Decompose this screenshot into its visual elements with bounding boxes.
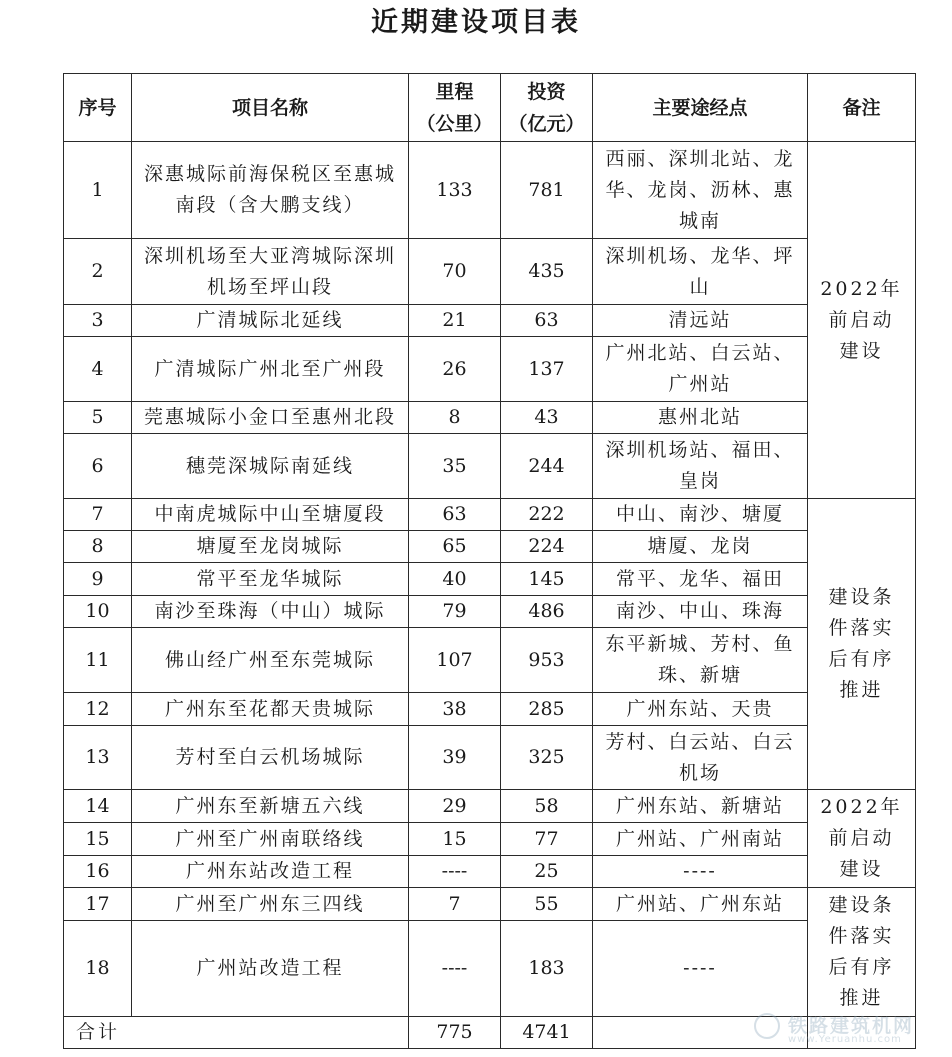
table-row (64, 693, 916, 726)
project-length: 107 (409, 628, 501, 693)
projects-table (63, 73, 916, 1049)
row-index: 6 (64, 434, 132, 499)
project-route: ---- (593, 856, 808, 888)
header-note: 备注 (808, 74, 916, 142)
project-name: 深惠城际前海保税区至惠城南段（含大鹏支线） (132, 142, 409, 239)
note-group-1: 2022年前启动建设 (808, 142, 916, 499)
project-investment: 58 (501, 790, 593, 823)
project-length: 21 (409, 305, 501, 337)
project-route: ---- (593, 921, 808, 1017)
header-length-line2: （公里） (416, 112, 493, 135)
project-route: 广州北站、白云站、广州站 (593, 337, 808, 402)
project-length: 7 (409, 888, 501, 921)
table-row (64, 499, 916, 531)
row-index: 11 (64, 628, 132, 693)
project-length: ---- (409, 921, 501, 1017)
project-length: 8 (409, 402, 501, 434)
project-route: 芳村、白云站、白云机场 (593, 726, 808, 790)
project-route: 塘厦、龙岗 (593, 531, 808, 563)
watermark-logo-icon (754, 1013, 780, 1039)
watermark-text: 铁路建筑机网 (788, 1015, 915, 1037)
header-investment-line1: 投资 (527, 80, 566, 103)
table-row (64, 337, 916, 402)
total-length: 775 (409, 1017, 501, 1049)
table-row (64, 790, 916, 823)
row-index: 2 (64, 239, 132, 305)
table-row (64, 305, 916, 337)
project-investment: 224 (501, 531, 593, 563)
table-row (64, 402, 916, 434)
header-route: 主要途经点 (593, 74, 808, 142)
project-name: 广清城际广州北至广州段 (132, 337, 409, 402)
project-length: 63 (409, 499, 501, 531)
project-name: 广州东站改造工程 (132, 856, 409, 888)
watermark (754, 1009, 934, 1049)
project-name: 中南虎城际中山至塘厦段 (132, 499, 409, 531)
project-investment: 77 (501, 823, 593, 856)
project-investment: 244 (501, 434, 593, 499)
project-investment: 222 (501, 499, 593, 531)
row-index: 4 (64, 337, 132, 402)
project-length: ---- (409, 856, 501, 888)
total-label: 合计 (64, 1017, 409, 1049)
project-name: 广州东至花都天贵城际 (132, 693, 409, 726)
project-length: 65 (409, 531, 501, 563)
row-index: 10 (64, 596, 132, 628)
project-length: 79 (409, 596, 501, 628)
table-row (64, 239, 916, 305)
header-name: 项目名称 (132, 74, 409, 142)
header-investment (501, 74, 593, 142)
project-length: 40 (409, 563, 501, 596)
project-investment: 63 (501, 305, 593, 337)
row-index: 5 (64, 402, 132, 434)
project-investment: 953 (501, 628, 593, 693)
project-route: 东平新城、芳村、鱼珠、新塘 (593, 628, 808, 693)
project-investment: 781 (501, 142, 593, 239)
row-index: 3 (64, 305, 132, 337)
project-name: 莞惠城际小金口至惠州北段 (132, 402, 409, 434)
project-length: 15 (409, 823, 501, 856)
table-row (64, 921, 916, 1017)
project-length: 26 (409, 337, 501, 402)
table-row (64, 434, 916, 499)
project-name: 广州至广州南联络线 (132, 823, 409, 856)
project-investment: 183 (501, 921, 593, 1017)
project-name: 南沙至珠海（中山）城际 (132, 596, 409, 628)
project-route: 常平、龙华、福田 (593, 563, 808, 596)
row-index: 12 (64, 693, 132, 726)
project-investment: 435 (501, 239, 593, 305)
project-name: 广州至广州东三四线 (132, 888, 409, 921)
total-investment: 4741 (501, 1017, 593, 1049)
header-investment-line2: （亿元） (508, 112, 585, 135)
page-title: 近期建设项目表 (371, 7, 581, 38)
project-route: 西丽、深圳北站、龙华、龙岗、沥林、惠城南 (593, 142, 808, 239)
note-group-2: 建设条件落实后有序推进 (808, 499, 916, 790)
project-name: 广州站改造工程 (132, 921, 409, 1017)
table-row (64, 823, 916, 856)
table-row (64, 596, 916, 628)
project-name: 佛山经广州至东莞城际 (132, 628, 409, 693)
project-route: 广州东站、天贵 (593, 693, 808, 726)
project-route: 深圳机场站、福田、皇岗 (593, 434, 808, 499)
table-row (64, 856, 916, 888)
project-route: 广州东站、新塘站 (593, 790, 808, 823)
table-row (64, 563, 916, 596)
row-index: 13 (64, 726, 132, 790)
table-row (64, 726, 916, 790)
row-index: 17 (64, 888, 132, 921)
project-route: 中山、南沙、塘厦 (593, 499, 808, 531)
project-investment: 43 (501, 402, 593, 434)
table-row (64, 888, 916, 921)
project-investment: 285 (501, 693, 593, 726)
project-name: 穗莞深城际南延线 (132, 434, 409, 499)
project-investment: 486 (501, 596, 593, 628)
row-index: 9 (64, 563, 132, 596)
project-name: 深圳机场至大亚湾城际深圳机场至坪山段 (132, 239, 409, 305)
project-length: 35 (409, 434, 501, 499)
project-name: 广清城际北延线 (132, 305, 409, 337)
project-investment: 25 (501, 856, 593, 888)
watermark-url: www.Yeruanhu.com (788, 1034, 902, 1045)
row-index: 16 (64, 856, 132, 888)
project-route: 惠州北站 (593, 402, 808, 434)
project-length: 133 (409, 142, 501, 239)
project-route: 南沙、中山、珠海 (593, 596, 808, 628)
project-name: 塘厦至龙岗城际 (132, 531, 409, 563)
table-row (64, 531, 916, 563)
row-index: 8 (64, 531, 132, 563)
project-length: 39 (409, 726, 501, 790)
project-length: 38 (409, 693, 501, 726)
project-name: 芳村至白云机场城际 (132, 726, 409, 790)
project-investment: 137 (501, 337, 593, 402)
project-investment: 325 (501, 726, 593, 790)
header-row (64, 74, 916, 142)
note-group-4: 建设条件落实后有序推进 (808, 888, 916, 1017)
header-index: 序号 (64, 74, 132, 142)
note-group-3: 2022年前启动建设 (808, 790, 916, 888)
project-length: 70 (409, 239, 501, 305)
row-index: 7 (64, 499, 132, 531)
row-index: 18 (64, 921, 132, 1017)
table-row (64, 142, 916, 239)
project-name: 常平至龙华城际 (132, 563, 409, 596)
row-index: 14 (64, 790, 132, 823)
project-name: 广州东至新塘五六线 (132, 790, 409, 823)
project-investment: 55 (501, 888, 593, 921)
row-index: 1 (64, 142, 132, 239)
project-investment: 145 (501, 563, 593, 596)
project-route: 广州站、广州东站 (593, 888, 808, 921)
row-index: 15 (64, 823, 132, 856)
project-length: 29 (409, 790, 501, 823)
project-route: 广州站、广州南站 (593, 823, 808, 856)
header-length (409, 74, 501, 142)
header-length-line1: 里程 (435, 80, 474, 103)
table-row (64, 628, 916, 693)
project-route: 清远站 (593, 305, 808, 337)
project-route: 深圳机场、龙华、坪山 (593, 239, 808, 305)
